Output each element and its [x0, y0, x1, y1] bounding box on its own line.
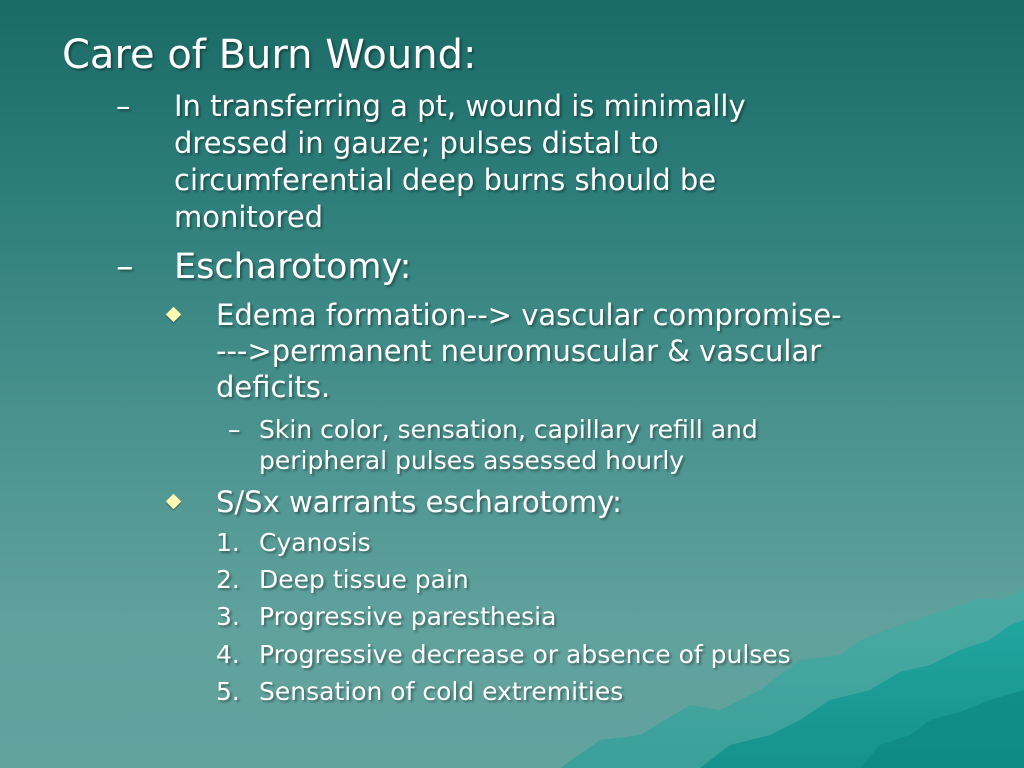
text-line: Escharotomy: — [174, 247, 412, 287]
bullet-edema-text — [216, 297, 976, 405]
diamond-bullet-icon — [166, 494, 182, 510]
dash-marker: – — [116, 247, 134, 287]
item-number: 5. — [216, 677, 240, 706]
text-line: monitored — [174, 200, 324, 234]
bullet-escharotomy-text — [174, 245, 914, 289]
item-text: Sensation of cold extremities — [259, 677, 624, 706]
text-line: circumferential deep burns should be — [174, 163, 717, 197]
item-text: Deep tissue pain — [259, 565, 469, 594]
item-text: Cyanosis — [259, 528, 371, 557]
bullet-skin-color-text — [259, 414, 899, 476]
text-line: S/Sx warrants escharotomy: — [216, 485, 622, 519]
item-text: Progressive decrease or absence of pulses — [259, 640, 791, 669]
item-number: 4. — [216, 640, 240, 669]
text-line: Skin color, sensation, capillary refill and — [259, 415, 758, 444]
text-line: In transferring a pt, wound is minimally — [174, 89, 746, 123]
text-line: dressed in gauze; pulses distal to — [174, 126, 659, 160]
text-line: deficits. — [216, 370, 331, 404]
bullet-ssx-text — [216, 484, 976, 520]
diamond-bullet-icon — [166, 307, 182, 323]
slide-title: Care of Burn Wound: — [62, 32, 477, 78]
text-line: peripheral pulses assessed hourly — [259, 446, 685, 475]
bullet-transfer-text — [174, 88, 914, 236]
text-line: Edema formation--> vascular compromise- — [216, 298, 842, 332]
item-number: 2. — [216, 565, 240, 594]
dash-marker: – — [116, 89, 131, 123]
item-number: 1. — [216, 528, 240, 557]
dash-marker: – — [228, 415, 241, 444]
item-text: Progressive paresthesia — [259, 602, 557, 631]
text-line: --->permanent neuromuscular & vascular — [216, 334, 822, 368]
item-number: 3. — [216, 602, 240, 631]
